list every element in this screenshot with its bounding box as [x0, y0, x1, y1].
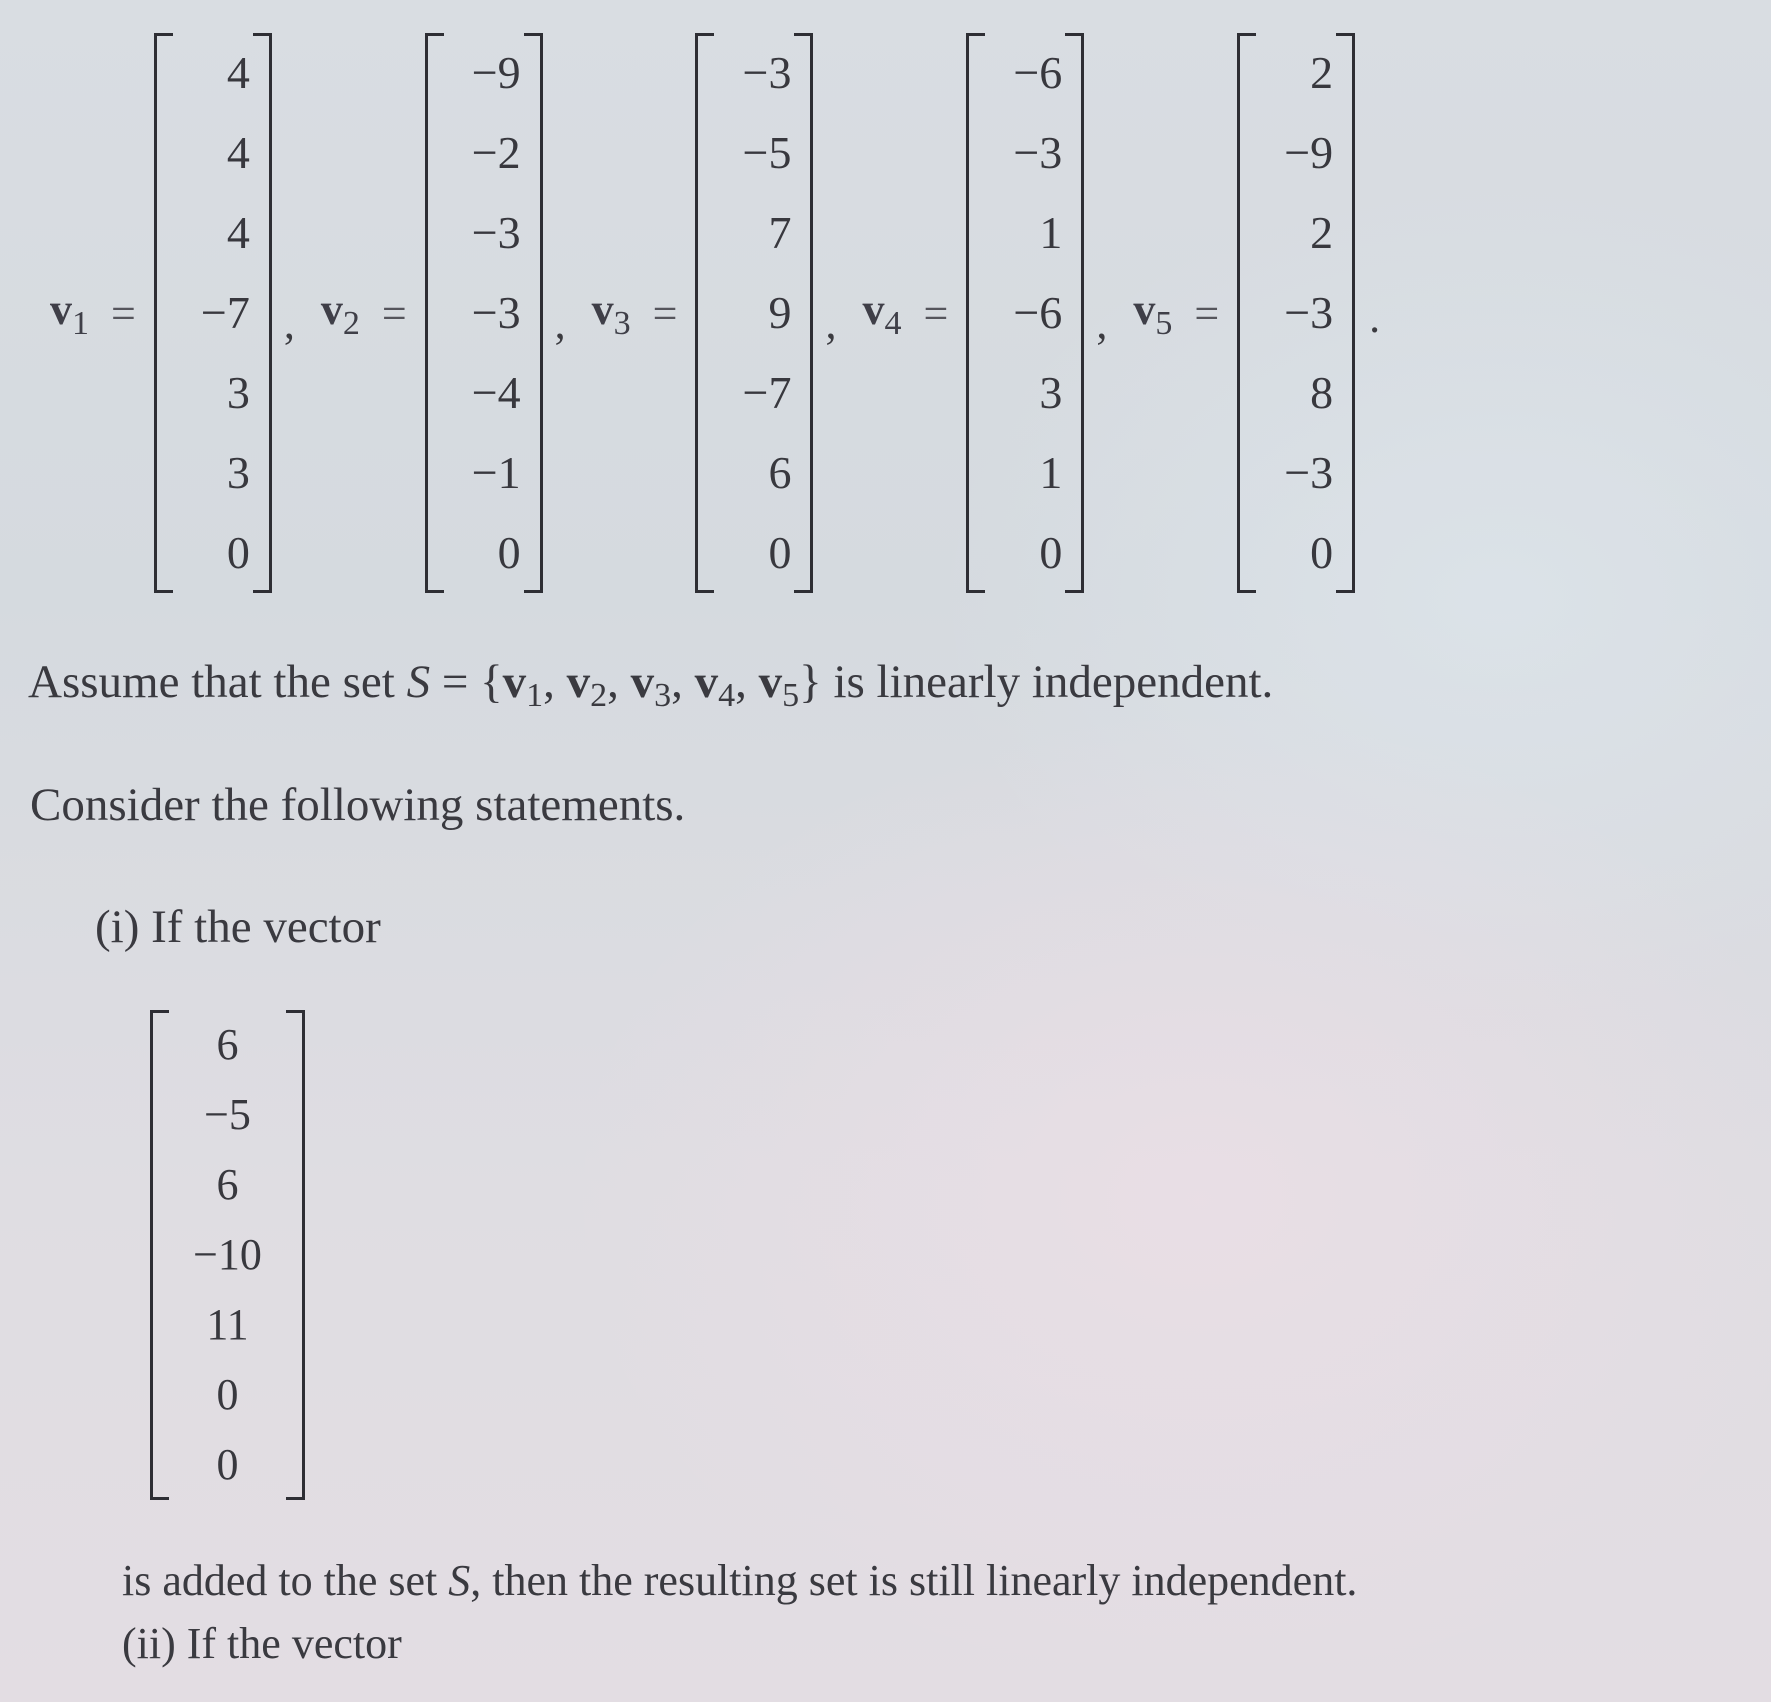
left-bracket: [150, 1010, 169, 1500]
matrix-entry: 6: [216, 1020, 239, 1069]
matrix-entry: 1: [1039, 207, 1063, 258]
matrix-entry: 4: [226, 127, 250, 178]
matrix-entry: −3: [1284, 447, 1334, 498]
matrix-entry: 0: [216, 1440, 239, 1489]
matrix-entry: 3: [226, 367, 250, 418]
matrix-entry: 0: [768, 527, 792, 578]
equals-sign: =: [923, 288, 949, 338]
right-bracket: [524, 33, 543, 593]
matrix-entry: 11: [206, 1300, 249, 1349]
matrix-entry: −9: [1284, 127, 1334, 178]
matrix-entry: −9: [471, 47, 521, 98]
equals-sign: =: [381, 288, 407, 338]
matrix-entry: 6: [768, 447, 792, 498]
matrix-entry: −6: [1013, 47, 1063, 98]
matrix-entry: 3: [226, 447, 250, 498]
right-bracket: [286, 1010, 305, 1500]
matrix-entry: −3: [1284, 287, 1334, 338]
matrix-entry: 0: [226, 527, 250, 578]
matrix-entry: 6: [216, 1160, 239, 1209]
matrix-entry: 3: [1039, 367, 1063, 418]
matrix-entry: −3: [471, 207, 521, 258]
matrix-entry: −5: [204, 1090, 251, 1139]
matrix-entry: 0: [1310, 527, 1334, 578]
matrix-entry: −6: [1013, 287, 1063, 338]
matrix-entry: 7: [768, 207, 792, 258]
comma: ,: [825, 298, 837, 348]
right-bracket: [253, 33, 272, 593]
equals-sign: =: [652, 288, 678, 338]
vector-v2-label: $v_2$: [320, 284, 360, 342]
assumption-statement: Assume that the set $S = \{v_1$, $v_2$, $v_3$, $v_4$, $v_5$} is linearly independent.: [28, 656, 1274, 714]
statement-i-intro: (i) If the vector: [95, 901, 381, 953]
right-bracket: [1065, 33, 1084, 593]
left-bracket: [154, 33, 173, 593]
equals-sign: =: [1194, 288, 1220, 338]
vector-v2-definition: [321, 33, 592, 593]
comma: ,: [1096, 298, 1108, 348]
vector-v3-definition: [592, 33, 863, 593]
left-bracket: [425, 33, 444, 593]
matrix-entry: 2: [1310, 207, 1334, 258]
vector-v3-matrix: [695, 33, 813, 593]
matrix-entry: 4: [226, 47, 250, 98]
left-bracket: [966, 33, 985, 593]
matrix-entry: 0: [216, 1370, 239, 1419]
matrix-entry: 8: [1310, 367, 1334, 418]
vector-v1-matrix: [154, 33, 272, 593]
matrix-entry: −3: [742, 47, 792, 98]
period: .: [1369, 292, 1381, 342]
vector-v5-matrix: [1237, 33, 1355, 593]
matrix-entry: 4: [226, 207, 250, 258]
matrix-entry: 1: [1039, 447, 1063, 498]
vector-v5-definition: [1133, 33, 1380, 593]
matrix-entry: 2: [1310, 47, 1334, 98]
matrix-entry: 0: [497, 527, 521, 578]
matrix-entry: 9: [768, 287, 792, 338]
vector-v2-matrix: [425, 33, 543, 593]
comma: ,: [554, 298, 566, 348]
right-bracket: [794, 33, 813, 593]
matrix-entry: −3: [471, 287, 521, 338]
matrix-entry: −7: [742, 367, 792, 418]
matrix-entry: −10: [193, 1230, 262, 1279]
consider-text: Consider the following statements.: [30, 779, 686, 831]
vector-v4-matrix: [966, 33, 1084, 593]
matrix-entry: −4: [471, 367, 521, 418]
vector-v3-label: $v_3$: [591, 284, 631, 342]
left-bracket: [695, 33, 714, 593]
matrix-entry: 0: [1039, 527, 1063, 578]
statement-ii-intro: (ii) If the vector: [122, 1619, 402, 1668]
vector-v5-label: $v_5$: [1133, 284, 1173, 342]
vector-v1-definition: [50, 33, 321, 593]
vector-v1-label: $v_1$: [50, 284, 89, 342]
left-bracket: [1237, 33, 1256, 593]
vector-v4-label: $v_4$: [862, 284, 902, 342]
comma: ,: [283, 298, 295, 348]
statement-i-conclusion: is added to the set S, then the resulting set is still linearly independent.: [122, 1556, 1358, 1605]
matrix-entry: −7: [200, 287, 250, 338]
matrix-entry: −3: [1013, 127, 1063, 178]
right-bracket: [1336, 33, 1355, 593]
candidate-vector-matrix: [150, 1010, 305, 1500]
matrix-entry: −5: [742, 127, 792, 178]
matrix-entry: −1: [471, 447, 521, 498]
vector-v4-definition: [862, 33, 1133, 593]
equals-sign: =: [111, 288, 136, 338]
vector-definitions: [50, 28, 1380, 598]
matrix-entry: −2: [471, 127, 521, 178]
